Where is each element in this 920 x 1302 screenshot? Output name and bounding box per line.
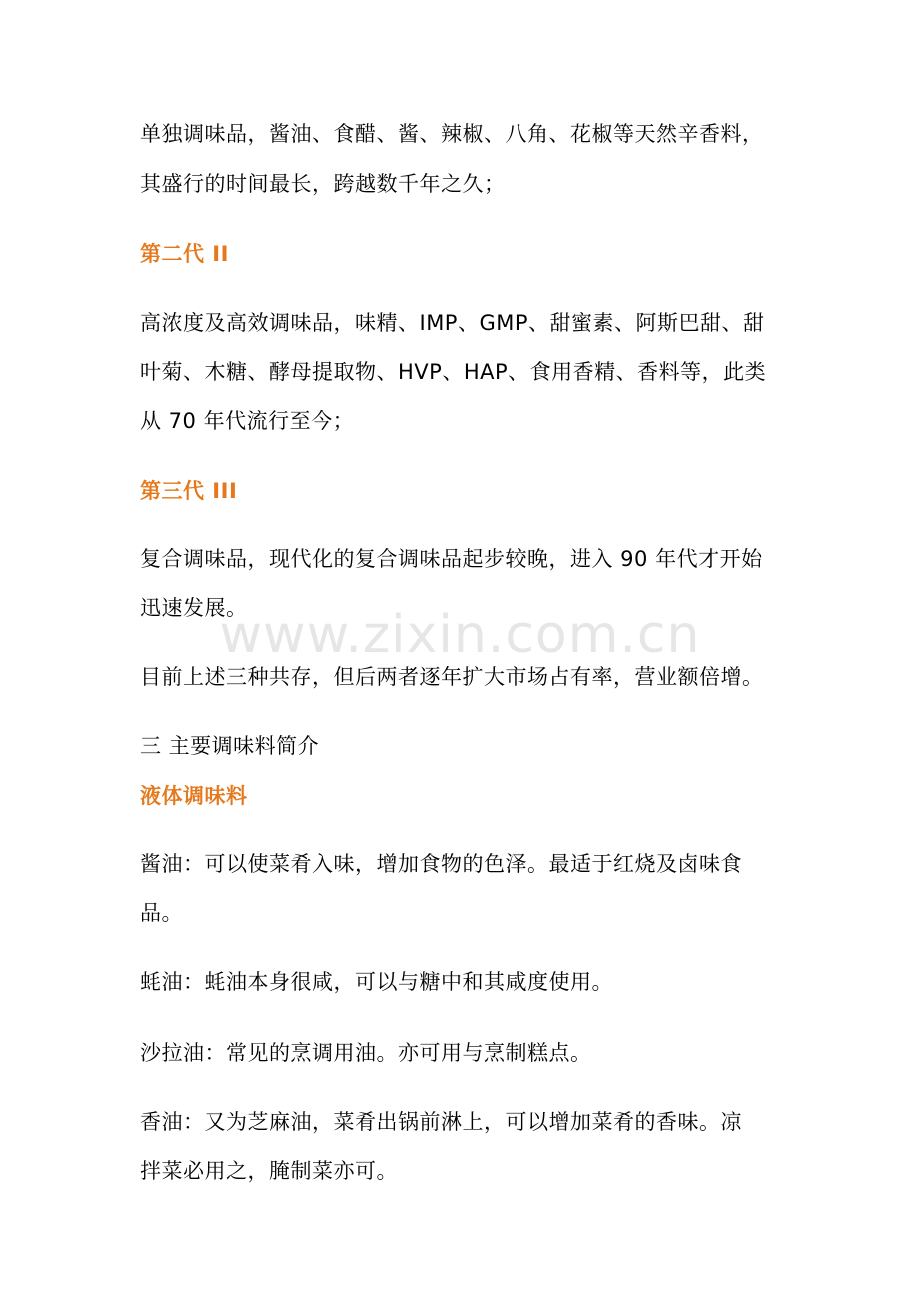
paragraph-line: 品。 [140, 901, 183, 925]
paragraph-line: 叶菊、木糖、酵母提取物、HVP、HAP、食用香精、香料等，此类 [140, 360, 767, 384]
watermark: www.zixin.com.cn [219, 605, 701, 665]
section-heading-liquid: 液体调味料 [140, 784, 248, 808]
paragraph-line: 拌菜必用之，腌制菜亦可。 [140, 1159, 398, 1183]
paragraph-line: 酱油：可以使菜肴入味，增加食物的色泽。最适于红烧及卤味食 [140, 852, 742, 876]
paragraph-line: 香油：又为芝麻油，菜肴出锅前淋上，可以增加菜肴的香味。凉 [140, 1110, 742, 1134]
paragraph-line: 高浓度及高效调味品，味精、IMP、GMP、甜蜜素、阿斯巴甜、甜 [140, 311, 765, 335]
paragraph-line: 复合调味品，现代化的复合调味品起步较晚，进入 90 年代才开始 [140, 547, 763, 571]
section-heading-gen2: 第二代 II [140, 242, 229, 266]
paragraph-line: 迅速发展。 [140, 596, 248, 620]
section-title: 三 主要调味料简介 [140, 734, 320, 758]
paragraph-line: 蚝油：蚝油本身很咸，可以与糖中和其咸度使用。 [140, 970, 613, 994]
paragraph-line: 单独调味品，酱油、食醋、酱、辣椒、八角、花椒等天然辛香料， [140, 122, 764, 146]
paragraph-line: 从 70 年代流行至今； [140, 409, 355, 433]
paragraph-line: 目前上述三种共存，但后两者逐年扩大市场占有率，营业额倍增。 [140, 665, 764, 689]
paragraph-line: 其盛行的时间最长，跨越数千年之久； [140, 172, 506, 196]
paragraph-line: 沙拉油：常见的烹调用油。亦可用与烹制糕点。 [140, 1041, 592, 1065]
section-heading-gen3: 第三代 III [140, 479, 238, 503]
